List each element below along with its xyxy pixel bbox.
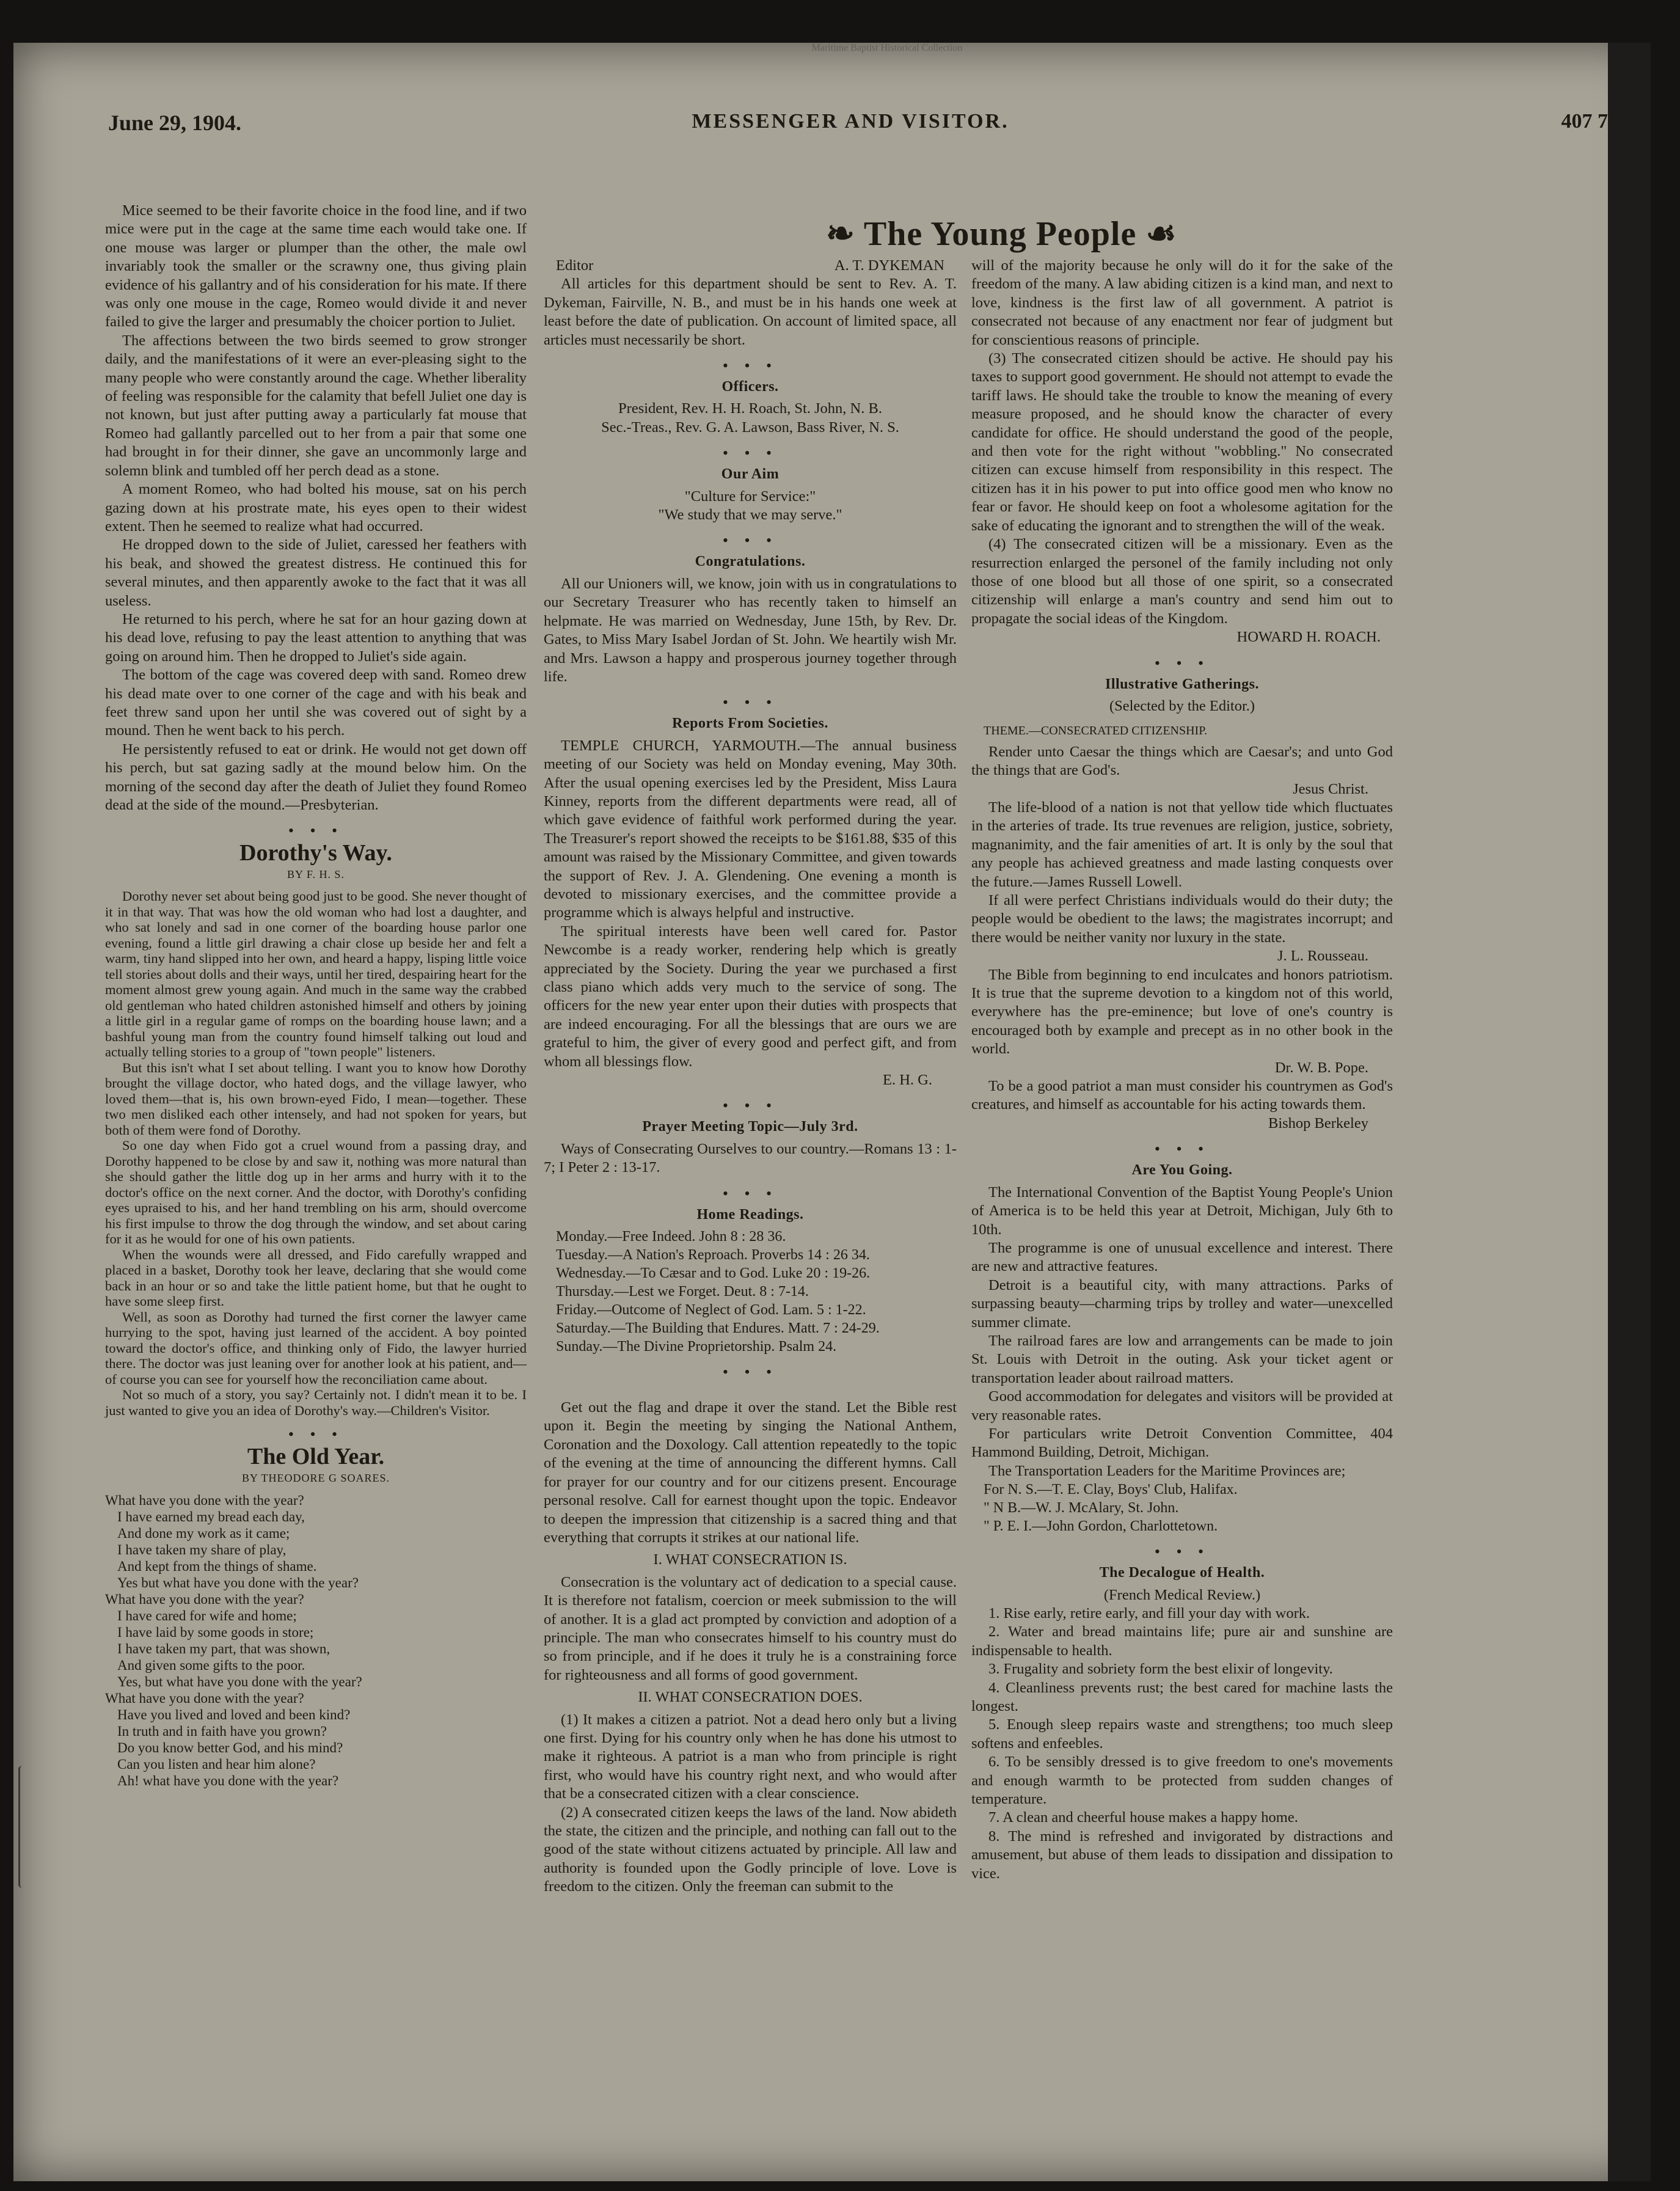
leader-item: " N B.—W. J. McAlary, St. John. <box>984 1500 1179 1516</box>
poem-line: I have cared for wife and home; <box>117 1608 297 1624</box>
illustrative-title: Illustrative Gatherings. <box>1105 676 1259 692</box>
section-title <box>826 214 1177 254</box>
quote-author: Jesus Christ. <box>1293 780 1368 797</box>
quotes-list <box>971 743 1393 1133</box>
poem-line: And kept from the things of shame. <box>117 1559 317 1575</box>
leader-item: " P. E. I.—John Gordon, Charlottetown. <box>984 1518 1218 1535</box>
story-paragraph: The bottom of the cage was covered deep with sand. Romeo drew his dead mate over to one corner of the cage and with his beak and feet threw sand upon her until she was covered out of sight by a mound. Then he went back to his perch. <box>105 667 527 739</box>
editor-label: Editor <box>556 257 594 274</box>
officers-list <box>544 400 957 437</box>
consecration-is-heading: I. WHAT CONSECRATION IS. <box>653 1551 847 1568</box>
owl-story <box>105 202 527 814</box>
home-readings-list <box>544 1227 957 1356</box>
poem-line: Ah! what have you done with the year? <box>117 1773 339 1789</box>
health-rule: 1. Rise early, retire early, and fill your day with work. <box>988 1605 1310 1622</box>
consecration-does-heading: II. WHAT CONSECRATION DOES. <box>638 1689 863 1706</box>
poem-line: I have earned my bread each day, <box>117 1509 305 1525</box>
prayer-topic-text: Ways of Consecrating Ourselves to our country.—Romans 13 : 1-7; I Peter 2 : 13-17. <box>544 1140 957 1176</box>
old-year-title: The Old Year. <box>247 1444 385 1470</box>
going-paragraph: Good accommodation for delegates and visitors will be provided at very reasonable rates. <box>971 1388 1393 1424</box>
story-paragraph: When the wounds were all dressed, and Fido carefully wrapped and placed in a basket, Dorothy took her leave, declaring that she would come back in an hour or so and take the little patient home, but that he ought to have some sleep first. <box>105 1246 527 1309</box>
story-paragraph: Mice seemed to be their favorite choice in the food line, and if two mice were put in the cage at the same time each would take one. If one mouse was larger or plumper than the other, the male owl invariably took the smaller or the scrawny one, thus giving plain evidence of his gallantry and of his consideration for his mate. If there was only one mouse in the cage, Romeo would divide it and never failed to give the larger and presumably the choicer portion to Juliet. <box>105 202 527 331</box>
quote-author: J. L. Rousseau. <box>1277 948 1368 965</box>
going-paragraph: The programme is one of unusual excellence and interest. There are new and attractive features. <box>971 1239 1393 1275</box>
separator-stars: • • • <box>1154 1140 1210 1158</box>
reading-item: Saturday.—The Building that Endures. Matt. 7 : 24-29. <box>556 1320 880 1337</box>
reading-item: Thursday.—Lest we Forget. Deut. 8 : 7-14. <box>556 1284 809 1300</box>
congrats-title: Congratulations. <box>695 554 806 570</box>
separator-stars: • • • <box>722 357 778 375</box>
health-rule: 5. Enough sleep repairs waste and strengthens; too much sleep softens and enfeebles. <box>971 1716 1393 1752</box>
report-paragraph: The spiritual interests have been well cared for. Pastor Newcombe is a ready worker, rendering help which is greatly appreciated by the Society. During the year we purchased a first class piano which adds very much to the service of song. The officers for the new year enter upon their duties with prospects that are indeed encouraging. For all the blessings that are ours we are grateful to him, the giver of every good and perfect gift, and from whom all blessings flow. <box>544 923 957 1070</box>
quote-text: Render unto Caesar the things which are Caesar's; and unto God the things that are God's. <box>971 743 1393 779</box>
story-paragraph: He dropped down to the side of Juliet, caressed her feathers with his beak, and showed the greatest distress. He continued this for several minutes, and then apparently awoke to the fact that it was all useless. <box>105 536 527 609</box>
going-paragraph: Detroit is a beautiful city, with many attractions. Parks of surpassing beauty—charming trips by trolley and water—unexcelled summer climate. <box>971 1276 1393 1331</box>
story-paragraph: A moment Romeo, who had bolted his mouse, sat on his perch gazing down at his prostrate mate, his eyes open to their widest extent. Then he seemed to realize what had occurred. <box>105 481 527 535</box>
health-rule: 3. Frugality and sobriety form the best elixir of longevity. <box>988 1661 1333 1678</box>
story-paragraph: Not so much of a story, you say? Certainly not. I didn't mean it to be. I just wanted to give you an idea of Dorothy's way.—Children's Visitor. <box>105 1387 527 1418</box>
health-rule: 7. A clean and cheerful house makes a happy home. <box>988 1809 1298 1826</box>
health-rule: 4. Cleanliness prevents rust; the best cared for machine lasts the longest. <box>971 1679 1393 1715</box>
quote-text: If all were perfect Christians individuals would do their duty; the people would be obedient to the laws; the magistrates incorrupt; and there would be neither vanity nor luxury in the state. <box>971 892 1393 946</box>
theme-line: THEME.—CONSECRATED CITIZENSHIP. <box>984 724 1208 738</box>
editor-name: A. T. DYKEMAN <box>834 257 944 274</box>
separator-stars: • • • <box>1154 654 1210 672</box>
flag-paragraph: Get out the flag and drape it over the stand. Let the Bible rest upon it. Begin the meeting by singing the National Anthem, Coronation and the Doxology. Call attention repeatedly to the topic of the evening at the time of announcing the different hymns. Call for prayer for our country and for our citizens present. Encourage personal resolve. Call for earnest thought upon the topic. Endeavor to deepen the impression that citizenship is a sacred thing and that everything that corrupts it strikes at our national life. <box>544 1399 957 1546</box>
consecration-point: (2) A consecrated citizen keeps the laws of the land. Now abideth the state, the citizen and the principle, and nothing can fall out to the good of the state without citizens actuated by principle. All law and authority is founded upon the Godly principle of love. Love is freedom to the citizen. Only the freeman can submit to the <box>544 1804 957 1895</box>
poem-line: What have you done with the year? <box>105 1691 304 1706</box>
story-paragraph: He returned to his perch, where he sat for an hour gazing down at his dead love, refusing to pay the least attention to anything that was going on around him. Then he dropped to Juliet's side again. <box>105 610 527 665</box>
separator-stars: • • • <box>722 1184 778 1202</box>
story-paragraph: So one day when Fido got a cruel wound from a passing dray, and Dorothy happened to be close by and saw it, nothing was more natural than she should gather the little dog up in her arms and hurry with it to the doctor's office on the next corner. And the doctor, with Dorothy's confiding eyes upraised to his, and her hand trembling on his arm, should overcome his first impulse to throw the dog through the window, and set about caring for it as he would for one of his own patients. <box>105 1138 527 1247</box>
separator-stars: • • • <box>722 532 778 550</box>
officer-line: Sec.-Treas., Rev. G. A. Lawson, Bass River, N. S. <box>601 419 899 436</box>
column-middle <box>544 257 957 1897</box>
congrats-text: All our Unioners will, we know, join with us in congratulations to our Secretary Treasurer who has recently taken to himself an helpmate. He was married on Wednesday, June 15th, by Rev. Dr. Gates, to Miss Mary Isabel Jordan of St. John. We heartily wish Mr. and Mrs. Lawson a happy and prosperous journey together through life. <box>544 575 957 685</box>
decalogue-title: The Decalogue of Health. <box>1099 1565 1265 1581</box>
dorothy-story <box>105 888 527 1418</box>
aim-line: "We study that we may serve." <box>658 507 842 524</box>
poem-line: I have taken my part, that was shown, <box>117 1641 331 1657</box>
poem-line: Have you lived and loved and been kind? <box>117 1707 351 1723</box>
story-paragraph: But this isn't what I set about telling. I want you to know how Dorothy brought the village doctor, who hated dogs, and the village lawyer, who loved them—that is, his own brown-eyed Fido, I mean—together. These two men disliked each other intensely, and had not spoken for years, but both of them were fond of Dorothy. <box>105 1059 527 1138</box>
separator-stars: • • • <box>722 693 778 712</box>
poem-line: Can you listen and hear him alone? <box>117 1757 316 1772</box>
poem-line: Yes, but what have you done with the year? <box>117 1674 362 1690</box>
page-header <box>93 110 1608 147</box>
poem-line: Do you know better God, and his mind? <box>117 1740 343 1756</box>
ornament-right-icon: ☙ <box>1145 215 1177 253</box>
reading-item: Monday.—Free Indeed. John 8 : 28 36. <box>556 1229 786 1245</box>
intro-paragraph: All articles for this department should be sent to Rev. A. T. Dykeman, Fairville, N. B., and must be in his hands one week at least before the date of publication. On account of limited space, all articles must necessarily be short. <box>544 276 957 348</box>
health-rule: 2. Water and bread maintains life; pure air and sunshine are indispensable to health. <box>971 1623 1393 1659</box>
column-left <box>105 202 527 1789</box>
health-rule: 8. The mind is refreshed and invigorated by distractions and amusement, but abuse of them leads to dissipation and dissipation to vice. <box>971 1827 1393 1882</box>
aim-text <box>544 488 957 525</box>
dorothy-byline: BY F. H. S. <box>287 868 345 880</box>
aim-title: Our Aim <box>721 466 780 483</box>
are-you-going-text <box>971 1183 1393 1481</box>
ornament-left-icon: ❧ <box>826 215 855 253</box>
quote-text: The life-blood of a nation is not that yellow tide which fluctuates in the arteries of trade. Its true revenues are religion, justice, sobriety, magnanimity, and the fair amenities of art. It is only by the soul that any people has achieved greatness and made lasting conquests over the future.—James Russell Lowell. <box>971 799 1393 890</box>
story-paragraph: He persistently refused to eat or drink. He would not get down off his perch, but sat gazing sadly at the mound below him. On the morning of the second day after the death of Juliet they found Romeo dead at the side of the mound.—Presbyterian. <box>105 741 527 813</box>
prayer-topic-title: Prayer Meeting Topic—July 3rd. <box>642 1119 858 1135</box>
continued-text: will of the majority because he only will do it for the sake of the freedom of the many. A law abiding citizen is a kind man, and next to love, kindness is the first law of all government. A patriot is consecrated not because of any enactment nor fear of judgment but for conscientious reasons of principle. <box>971 257 1393 348</box>
going-paragraph: For particulars write Detroit Convention Committee, 404 Hammond Building, Detroit, Michigan. <box>971 1425 1393 1461</box>
reading-item: Friday.—Outcome of Neglect of God. Lam. 5 : 1-22. <box>556 1302 866 1319</box>
going-paragraph: The Transportation Leaders for the Maritime Provinces are; <box>988 1462 1346 1479</box>
archive-stamp: Maritime Baptist Historical Collection <box>811 43 963 53</box>
leader-item: For N. S.—T. E. Clay, Boys' Club, Halifax. <box>984 1482 1238 1498</box>
health-rule: 6. To be sensibly dressed is to give freedom to one's movements and enough warmth to be protected from sudden changes of temperature. <box>971 1754 1393 1808</box>
going-paragraph: The International Convention of the Baptist Young People's Union of America is to be held this year at Detroit, Michigan, July 6th to 10th. <box>971 1183 1393 1238</box>
editor-line <box>544 257 957 275</box>
masthead-title: MESSENGER AND VISITOR. <box>692 110 1009 133</box>
story-paragraph: The affections between the two birds seemed to grow stronger daily, and the manifestations of it were an ever-pleasing sight to the many people who were constantly around the cage. Whether liberality of feeling was responsible for the calamity that befell Juliet one day is not known, but just after putting away a particularly fat mouse that Romeo had gallantly parcelled out to her from a pair that some one had brought in for their dinner, she gave an uncommonly large and solemn blink and tumbled off her perch dead as a stone. <box>105 332 527 479</box>
are-you-going-title: Are You Going. <box>1131 1162 1233 1179</box>
poem-line: In truth and in faith have you grown? <box>117 1724 327 1739</box>
home-readings-title: Home Readings. <box>696 1206 804 1223</box>
story-paragraph: Dorothy never set about being good just to be good. She never thought of it in that way. That was how the old woman who had lost a daughter, and who sat lonely and sad in one corner of the boarding house parlor one evening, found a little girl drawing a chair close up beside her and felt a warm, tiny hand slipped into her own, and heard a happy, lisping little voice tell stories about dolls and their ways, until her tired, despairing heart for the moment almost grew young again. And much in the same way the crabbed old gentleman who hated children astonished himself and others by joining a little girl in a regular game of romps on the boarding house lawn; and a bashful young man from the country found himself talking out loud and actually telling stories to a group of "town people" listeners. <box>105 888 527 1060</box>
poem-line: And given some gifts to the poor. <box>117 1658 305 1673</box>
dorothy-title: Dorothy's Way. <box>239 840 392 866</box>
quote-text: To be a good patriot a man must consider his countrymen as God's creatures, and himself as accountable for his acting towards them. <box>971 1078 1393 1113</box>
reports-title: Reports From Societies. <box>672 715 828 732</box>
separator-stars: • • • <box>1154 1543 1210 1561</box>
consecration-point: (1) It makes a citizen a patriot. Not a dead hero only but a living one first. Dying for his country only when he has done his utmost to make it righteous. A patriot is a man who from principle is right first, who would have his country right next, and who would after that be a consecrated citizen with a clear conscience. <box>544 1711 957 1802</box>
officers-title: Officers. <box>721 379 779 395</box>
going-paragraph: The railroad fares are low and arrangements can be made to join St. Louis with Detroit in the outing. Ask your ticket agent or transportation leader about railroad matters. <box>971 1332 1393 1386</box>
page-number: 407 7 <box>1561 110 1608 133</box>
illustrative-subtitle: (Selected by the Editor.) <box>1109 697 1255 714</box>
separator-stars: • • • <box>722 1097 778 1115</box>
reports-text <box>544 737 957 1071</box>
binding-mark <box>18 1766 29 1888</box>
consecration-does-text <box>544 1711 957 1897</box>
officer-line: President, Rev. H. H. Roach, St. John, N. B. <box>618 400 882 417</box>
quote-author: Bishop Berkeley <box>1268 1114 1368 1132</box>
decalogue-list <box>971 1604 1393 1883</box>
point-three: (3) The consecrated citizen should be active. He should pay his taxes to support good government. He should not attempt to evade the tariff laws. He should take the trouble to know the meaning of every measure proposed, and he should know the character of every candidate for office. He should understand the good of the people, and then vote for the right without "wobbling." No consecrated citizen can excuse himself from responsibility in this respect. The citizen has it in his power to put into office good men who know no fear or favor. He should keep on foot a wholesome agitation for the sake of educating the ignorant and to strengthen the will of the weak. <box>971 350 1393 534</box>
quote-author: Dr. W. B. Pope. <box>1274 1059 1368 1076</box>
poem-line: Yes but what have you done with the year? <box>117 1575 359 1591</box>
reading-item: Sunday.—The Divine Proprietorship. Psalm 24. <box>556 1339 837 1355</box>
old-year-poem <box>105 1492 527 1789</box>
poem-line: What have you done with the year? <box>105 1493 304 1509</box>
poem-line: I have taken my share of play, <box>117 1542 287 1558</box>
reading-item: Tuesday.—A Nation's Reproach. Proverbs 14 : 26 34. <box>556 1247 870 1264</box>
consecration-is-text: Consecration is the voluntary act of dedication to a special cause. It is therefore not fatalism, coercion or meek submission to the will of another. It is a glad act prompted by conviction and adoption of a principle. The man who consecrates himself to his country must do so from principle, and if he does it truly he is a constraining force for righteousness and all forms of good government. <box>544 1573 957 1683</box>
story-paragraph: Well, as soon as Dorothy had turned the first corner the lawyer came hurrying to the spot, having just learned of the accident. A boy pointed toward the doctor's office, and thinking only of Fido, the lawyer hurried there. The doctor was just leaning over for another look at his patient, and—of course you can see for yourself how the reconciliation came about. <box>105 1309 527 1387</box>
reports-signature: E. H. G. <box>883 1072 932 1089</box>
column-right <box>971 257 1393 1883</box>
point-four: (4) The consecrated citizen will be a missionary. Even as the resurrection enlarged the personel of the family including not only those of one blood but all those of one spirit, so a consecrated citizenship will enlarge a man's country and send him out to propagate the social ideas of the Kingdom. <box>971 536 1393 627</box>
separator-stars: • • • <box>288 822 344 840</box>
issue-date: June 29, 1904. <box>108 111 242 135</box>
report-paragraph: TEMPLE CHURCH, YARMOUTH.—The annual business meeting of our Society was held on Monday evening, May 30th. After the usual opening exercises led by the President, Miss Laura Kinney, reports from the different departments were read, all of which gave evidence of faithful work performed during the year. The Treasurer's report showed the receipts to be $161.88, $35 of this amount was raised by the Missionary Committee, and given towards the support of Rev. J. A. Glendening. One evening a month is devoted to missionary exercises, and the committee provide a programme which is always helpful and instructive. <box>544 737 957 921</box>
page-edge <box>1608 43 1651 2181</box>
poem-line: I have laid by some goods in store; <box>117 1625 314 1641</box>
separator-stars: • • • <box>288 1425 344 1444</box>
reading-item: Wednesday.—To Cæsar and to God. Luke 20 : 19-26. <box>556 1265 871 1282</box>
old-year-byline: BY THEODORE G SOARES. <box>241 1471 390 1484</box>
decalogue-subtitle: (French Medical Review.) <box>1103 1586 1261 1603</box>
newspaper-page <box>13 43 1651 2181</box>
aim-line: "Culture for Service:" <box>684 488 816 505</box>
point-four-signature: HOWARD H. ROACH. <box>1236 629 1381 646</box>
poem-line: What have you done with the year? <box>105 1592 304 1608</box>
separator-stars: • • • <box>722 1363 778 1381</box>
separator-stars: • • • <box>722 444 778 463</box>
quote-text: The Bible from beginning to end inculcates and honors patriotism. It is true that the supreme devotion to a kingdom not of this world, everywhere has the pre-eminence; but love of one's country is encouraged both by example and precept as in no other book in the world. <box>971 966 1393 1058</box>
section-title-text: The Young People <box>863 215 1137 253</box>
poem-line: And done my work as it came; <box>117 1526 290 1542</box>
leaders-list <box>971 1480 1393 1535</box>
